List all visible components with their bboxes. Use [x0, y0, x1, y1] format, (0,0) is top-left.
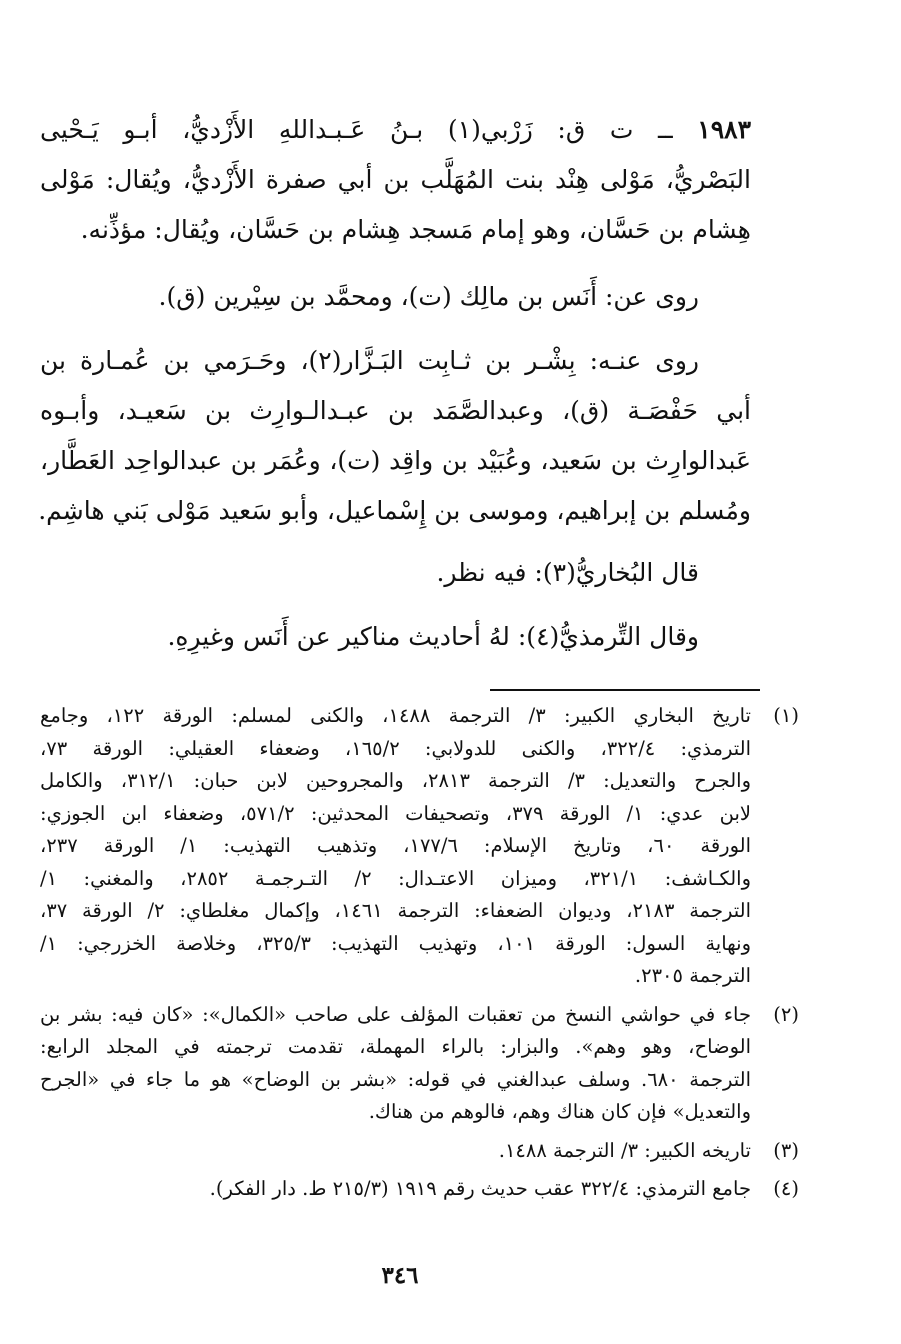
entry-text-line-3: هِشام بن حَسَّان، وهو إمام مَسجد هِشام بن حَسَّان، ويُقال: مؤذِّنه.: [80, 215, 751, 244]
narrated-from-section: [40, 272, 751, 322]
footnote-3: [40, 1135, 799, 1168]
footnote-line: تاريخ البخاري الكبير: ٣/ الترجمة ١٤٨٨، والكنى لمسلم: الورقة ١٢٢، وجامع: [40, 704, 751, 727]
footnote-4: [40, 1173, 799, 1206]
narrators-line-3: عَبدالوارِث بن سَعيد، وعُبَيْد بن واقِد (ت)، وعُمَر بن عبدالواحِد العَطَّار،: [40, 446, 751, 475]
footnote-line: لابن عدي: ١/ الورقة ٣٧٩، وتصحيفات المحدثين: ٥٧١/٢، وضعفاء ابن الجوزي:: [40, 801, 751, 825]
narrators-line-4: ومُسلم بن إبراهيم، وموسى بن إِسْماعيل، وأبو سَعيد مَوْلى بَني هاشِم.: [38, 496, 751, 525]
footnote-number: (٣): [773, 1138, 799, 1162]
narrators-line-1: روى عنـه: بِشْـر بن ثـابِت البَـزَّار(٢)، وحَـرَمي بن عُمـارة بن: [40, 346, 699, 375]
footnote-line: والجرح والتعديل: ٣/ الترجمة ٢٨١٣، والمجروحين لابن حبان: ٣١٢/١، والكامل: [40, 769, 751, 792]
footnote-line: والكـاشف: ٣٢١/١، وميزان الاعتـدال: ٢/ التـرجمـة ٢٨٥٢، والمغني: ١/: [40, 866, 752, 890]
narrated-from-line: روى عن: أَنَس بن مالِك (ت)، ومحمَّد بن سِيْرين (ق).: [158, 282, 699, 311]
footnote-2: [40, 999, 799, 1129]
footnote-number: (١): [773, 704, 799, 727]
entry-text-line-2: البَصْريُّ، مَوْلى هِنْد بنت المُهَلَّب بن أبي صفرة الأَزْديُّ، ويُقال: مَوْلى: [40, 165, 751, 194]
footnote-1: [40, 700, 799, 993]
footnote-line: ونهاية السول: الورقة ١٠١، وتهذيب التهذيب: ٣٢٥/٣، وخلاصة الخزرجي: ١/: [40, 931, 751, 955]
bukhari-line: قال البُخاريُّ(٣): فيه نظر.: [436, 558, 699, 587]
biography-entry: [40, 105, 751, 255]
footnote-line: جاء في حواشي النسخ من تعقبات المؤلف على صاحب «الكمال»: «كان فيه: بشر بن: [40, 1002, 751, 1026]
footnote-line: الوضاح، وهو وهم». والبزار: بالراء المهملة، تقدمت ترجمته في المجلد الرابع:: [40, 1035, 751, 1058]
tirmidhi-opinion: [40, 612, 751, 662]
entry-header-line: [40, 105, 751, 155]
footnote-number: (٢): [773, 1002, 799, 1026]
footnote-line: الترمذي: ٣٢٢/٤، والكنى للدولابي: ١٦٥/٢، وضعفاء العقيلي: الورقة ٧٣،: [40, 736, 751, 760]
footnote-line: الورقة ٦٠، وتاريخ الإسلام: ١٧٧/٦، وتذهيب التهذيب: ١/ الورقة ٢٣٧،: [40, 834, 752, 857]
footnote-separator: [490, 689, 760, 691]
footnote-line: الترجمة ٢١٨٣، وديوان الضعفاء: الترجمة ١٤٦١، وإكمال مغلطاي: ٢/ الورقة ٣٧،: [40, 899, 752, 922]
footnotes: [40, 700, 799, 1212]
footnote-line: والتعديل» فإن كان هناك وهم، فالوهم من هناك.: [368, 1100, 751, 1123]
footnote-line: الترجمة ٦٨٠. وسلف عبدالغني في قوله: «بشر بن الوضاح» هو ما جاء في «الجرح: [40, 1067, 751, 1091]
entry-number: ١٩٨٣: [697, 115, 752, 144]
footnote-number: (٤): [773, 1177, 799, 1200]
narrators-line-2: أبي حَفْصَـة (ق)، وعبدالصَّمَد بن عبـدالـوارِث بن سَعيـد، وأبـوه: [40, 396, 751, 425]
entry-text-line-1: ــ ت ق: زَرْبي(١) بـنُ عَـبـداللهِ الأَزْديُّ، أبـو يَـحْيى: [40, 115, 673, 144]
bukhari-opinion: [40, 548, 751, 598]
narrators-from-him-section: [40, 336, 751, 536]
footnote-line: الترجمة ٢٣٠٥.: [634, 964, 751, 987]
page-number: ٣٤٦: [381, 1262, 419, 1289]
tirmidhi-line: وقال التِّرمذيُّ(٤): لهُ أحاديث مناكير عن أَنَس وغيرِهِ.: [167, 622, 699, 651]
footnote-line: جامع الترمذي: ٣٢٢/٤ عقب حديث رقم ١٩١٩ (٢١٥/٣ ط. دار الفكر).: [209, 1177, 751, 1200]
footnote-line: تاريخه الكبير: ٣/ الترجمة ١٤٨٨.: [498, 1138, 751, 1162]
